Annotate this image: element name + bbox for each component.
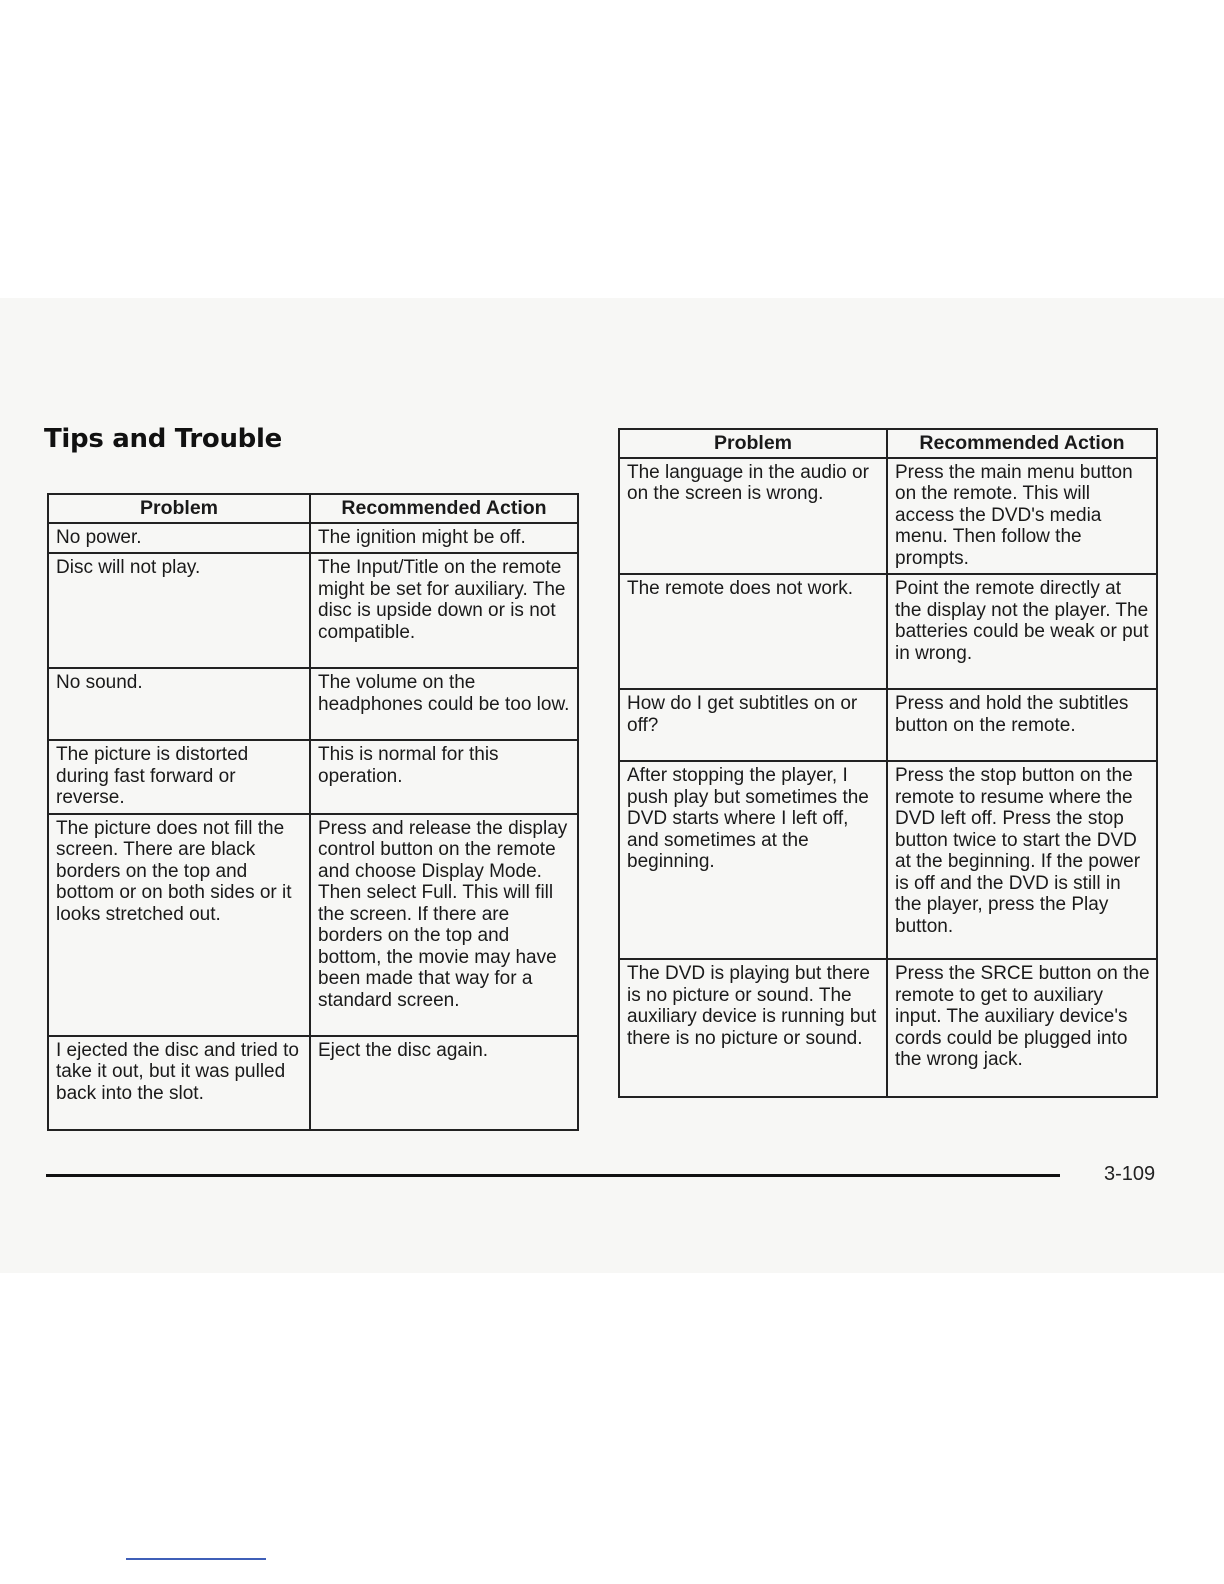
table-row [48, 523, 578, 554]
problem-cell: The picture is distorted during fast forward or reverse. [48, 740, 310, 814]
table-row [619, 574, 1157, 689]
problem-cell: I ejected the disc and tried to take it out, but it was pulled back into the slot. [48, 1036, 310, 1130]
action-cell: This is normal for this operation. [310, 740, 578, 814]
column-header-problem: Problem [619, 429, 887, 458]
action-cell: Press the SRCE button on the remote to get to auxiliary input. The auxiliary device's cords could be plugged into the wrong jack. [887, 959, 1157, 1097]
troubleshooting-table-right [618, 428, 1158, 1098]
action-cell: Press the main menu button on the remote. This will access the DVD's media menu. Then follow the prompts. [887, 458, 1157, 575]
action-cell: Eject the disc again. [310, 1036, 578, 1130]
page-number: 3-109 [1104, 1163, 1156, 1185]
table-row [619, 959, 1157, 1097]
table-row [48, 553, 578, 668]
table-header-row [619, 429, 1157, 458]
table-row [619, 458, 1157, 575]
problem-cell: The remote does not work. [619, 574, 887, 689]
action-cell: The Input/Title on the remote might be set for auxiliary. The disc is upside down or is not compatible. [310, 553, 578, 668]
action-cell: The ignition might be off. [310, 523, 578, 554]
problem-cell: No sound. [48, 668, 310, 740]
problem-cell: The picture does not fill the screen. There are black borders on the top and bottom or on both sides or it looks stretched out. [48, 814, 310, 1036]
table-row [48, 1036, 578, 1130]
action-cell: The volume on the headphones could be too low. [310, 668, 578, 740]
table-row [48, 740, 578, 814]
action-cell: Press the stop button on the remote to resume where the DVD left off. Press the stop button twice to start the DVD at the beginning. If the power is off and the DVD is still in the player, press the Play button. [887, 761, 1157, 959]
problem-cell: Disc will not play. [48, 553, 310, 668]
table-row [619, 689, 1157, 761]
table-row [619, 761, 1157, 959]
action-cell: Press and hold the subtitles button on the remote. [887, 689, 1157, 761]
problem-cell: After stopping the player, I push play but sometimes the DVD starts where I left off, and sometimes at the beginning. [619, 761, 887, 959]
table-header-row [48, 494, 578, 523]
problem-cell: The language in the audio or on the screen is wrong. [619, 458, 887, 575]
page-title: Tips and Trouble [44, 424, 282, 454]
action-cell: Point the remote directly at the display not the player. The batteries could be weak or put in wrong. [887, 574, 1157, 689]
action-cell: Press and release the display control button on the remote and choose Display Mode. Then select Full. This will fill the screen. If there are borders on the top and bottom, the movie may have been made that way for a standard screen. [310, 814, 578, 1036]
troubleshooting-table-left [47, 493, 579, 1131]
column-header-problem: Problem [48, 494, 310, 523]
table-row [48, 668, 578, 740]
problem-cell: The DVD is playing but there is no picture or sound. The auxiliary device is running but there is no picture or sound. [619, 959, 887, 1097]
column-header-action: Recommended Action [310, 494, 578, 523]
table-row [48, 814, 578, 1036]
problem-cell: How do I get subtitles on or off? [619, 689, 887, 761]
column-header-action: Recommended Action [887, 429, 1157, 458]
footnote-separator [126, 1558, 266, 1560]
footer-rule [46, 1174, 1060, 1177]
problem-cell: No power. [48, 523, 310, 554]
